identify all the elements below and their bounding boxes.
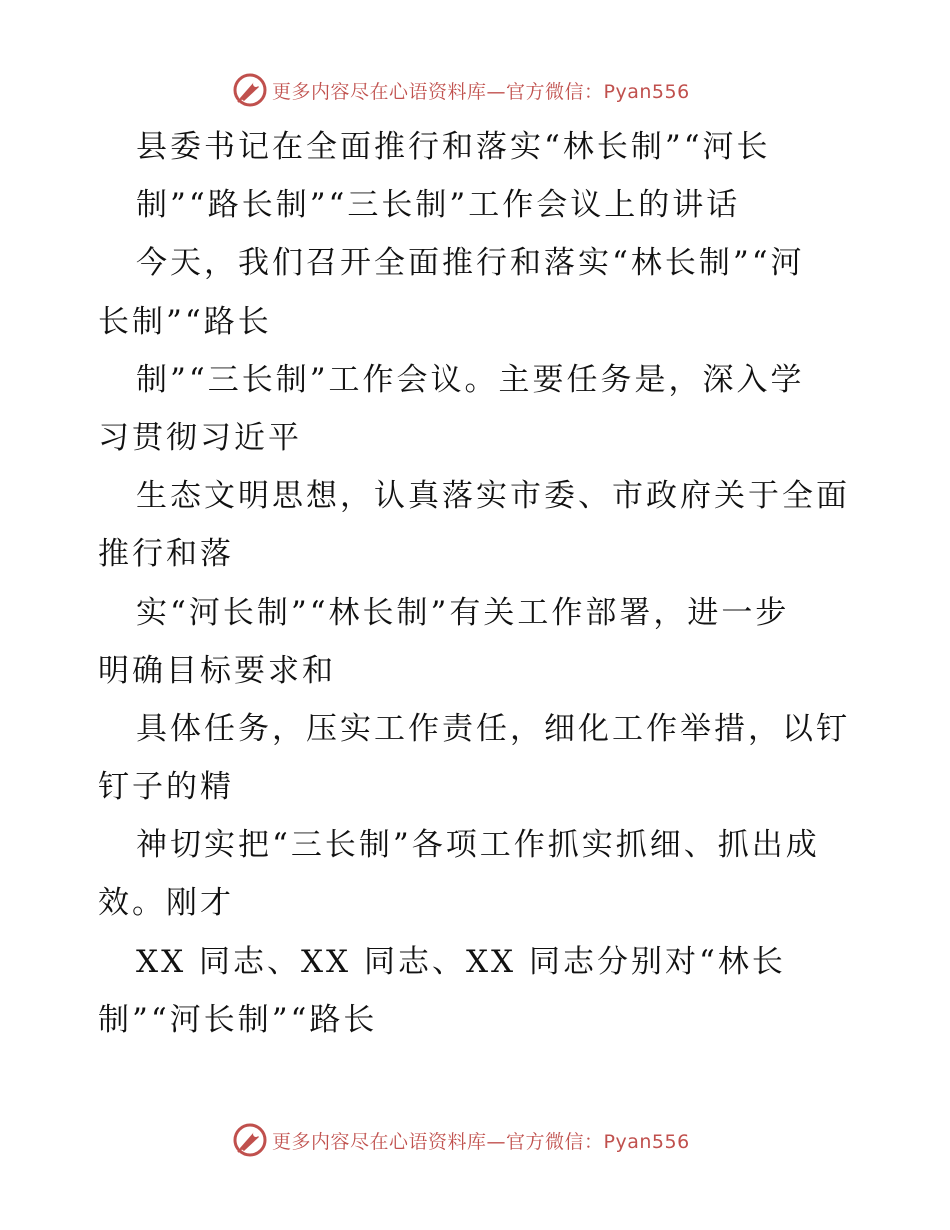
title-line-1: 县委书记在全面推行和落实“林长制”“河长 <box>136 129 771 165</box>
paragraph-line: 神切实把“三长制”各项工作抓实抓细、抓出成 <box>136 827 820 864</box>
paragraph-line: 推行和落 <box>98 536 234 573</box>
footer-watermark-text: 更多内容尽在心语资料库—官方微信：Pyan556 <box>272 1130 690 1153</box>
paragraph-line: 明确目标要求和 <box>98 652 336 689</box>
paragraph-line: 具体任务，压实工作责任，细化工作举措，以钉 <box>136 710 850 747</box>
footer-watermark-banner <box>232 1120 752 1160</box>
header-watermark-banner <box>232 70 752 110</box>
title-line-2: 制”“路长制”“三长制”工作会议上的讲话 <box>136 187 741 224</box>
paragraph-line: 实“河长制”“林长制”有关工作部署，进一步 <box>136 594 790 631</box>
paragraph-line: 效。刚才 <box>98 885 234 922</box>
paragraph-line: 长制”“路长 <box>98 303 272 340</box>
paragraph-line: 制”“河长制”“路长 <box>98 1001 378 1038</box>
document-body <box>98 118 888 1049</box>
paragraph-line: 钉子的精 <box>98 769 234 806</box>
paragraph-line: XX 同志、XX 同志、XX 同志分别对“林长 <box>136 943 786 980</box>
paragraph-line: 习贯彻习近平 <box>98 419 302 456</box>
pen-nib-logo-icon <box>232 1122 268 1158</box>
paragraph-line: 制”“三长制”工作会议。主要任务是，深入学 <box>136 361 805 398</box>
paragraph-line: 今天，我们召开全面推行和落实“林长制”“河 <box>136 245 805 282</box>
header-watermark-text: 更多内容尽在心语资料库—官方微信：Pyan556 <box>272 80 690 103</box>
pen-nib-logo-icon <box>232 72 268 108</box>
paragraph-line: 生态文明思想，认真落实市委、市政府关于全面 <box>136 478 850 515</box>
